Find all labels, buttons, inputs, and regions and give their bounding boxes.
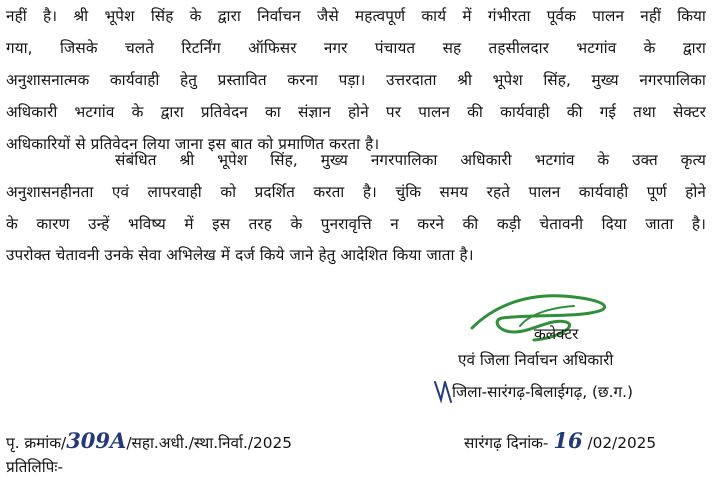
copy-to-label: प्रतिलिपिः- xyxy=(6,458,63,476)
body-line-1: नहीं है। श्री भूपेश सिंह के द्वारा निर्वाचन जैसे महत्वपूर्ण कार्य में गंभीरता पूर्वक पालन नहीं किया xyxy=(6,7,706,25)
body-line-3: अनुशासनात्मक कार्यवाही हेतु प्रस्तावित करना पड़ा। उत्तरदाता श्री भूपेश सिंह, मुख्य नगरपालिका xyxy=(6,71,706,89)
body-line-4: अधिकारी भटगांव के द्वारा प्रतिवेदन का संज्ञान होने पर पालन की कार्यवाही की गई तथा सेक्टर xyxy=(6,103,706,121)
para2-line-2: अनुशासनहीनता एवं लापरवाही को प्रदर्शित करता है। चुंकि समय रहते पालन कार्यवाही पूर्ण होने xyxy=(6,183,706,201)
signatory-designation: एवं जिला निर्वाचन अधिकारी xyxy=(458,351,614,369)
handwritten-initial xyxy=(432,376,454,406)
reference-number-line xyxy=(6,430,292,454)
para2-line-4: उपरोक्त चेतावनी उनके सेवा अभिलेख में दर्ज किये जाने हेतु आदेशित किया जाता है। xyxy=(6,246,474,264)
para2-line-1: संबंधित श्री भूपेश सिंह, मुख्य नगरपालिका अधिकारी भटगांव के उक्त कृत्य xyxy=(115,151,706,169)
reference-number: 309A xyxy=(66,428,127,453)
date-day: 16 xyxy=(553,428,583,453)
place-date-prefix: सारंगढ़ दिनांक- xyxy=(464,434,549,452)
date-rest: /02/2025 xyxy=(587,434,657,452)
signatory-district: जिला-सारंगढ़-बिलाईगढ़, (छ.ग.) xyxy=(452,383,633,401)
body-line-2: गया, जिसके चलते रिटर्निंग ऑफिसर नगर पंचायत सह तहसीलदार भटगांव के द्वारा xyxy=(6,39,706,57)
reference-suffix: /सहा.अधी./स्था.निर्वा./2025 xyxy=(126,434,292,452)
place-date-line xyxy=(464,430,656,454)
para2-line-3: के कारण उन्हें भविष्य में इस तरह के पुनरावृत्ति न करने की कड़ी चेतावनी दिया जाता है। xyxy=(6,215,706,233)
body-line-5: अधिकारियों से प्रतिवेदन लिया जाना इस बात को प्रमाणित करता है। xyxy=(6,135,380,153)
signatory-title: कलेक्टर xyxy=(534,325,579,343)
reference-prefix: पृ. क्रमांक/ xyxy=(6,434,67,452)
